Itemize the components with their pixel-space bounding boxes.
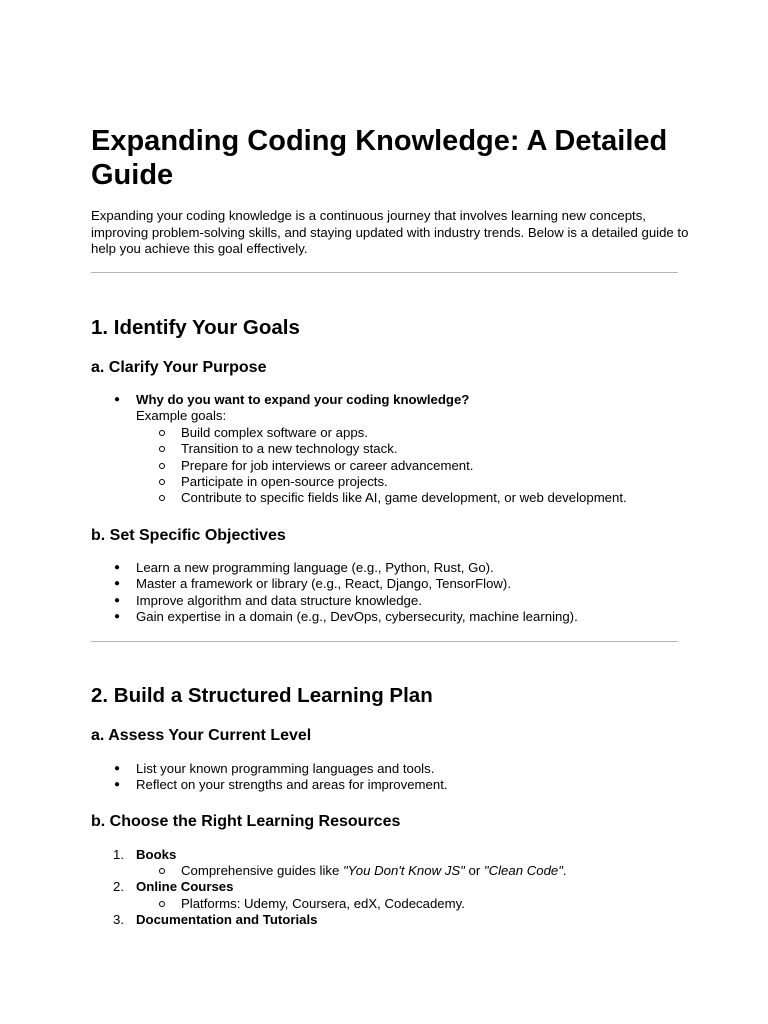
bullet-icon: ● bbox=[114, 394, 121, 405]
section-2b-heading: b. Choose the Right Learning Resources bbox=[91, 813, 401, 830]
list-item: Participate in open-source projects. bbox=[181, 474, 388, 489]
circle-bullet-icon bbox=[159, 868, 165, 874]
list-item: Platforms: Udemy, Coursera, edX, Codecademy. bbox=[181, 896, 465, 911]
bullet-icon: ● bbox=[114, 595, 121, 606]
list-number: 2. bbox=[113, 879, 124, 894]
list-item-label: Online Courses bbox=[136, 879, 234, 894]
bullet-icon: ● bbox=[114, 763, 121, 774]
circle-bullet-icon bbox=[159, 479, 165, 485]
list-item: Gain expertise in a domain (e.g., DevOps, cybersecurity, machine learning). bbox=[136, 609, 578, 624]
list-item: Reflect on your strengths and areas for improvement. bbox=[136, 777, 448, 792]
circle-bullet-icon bbox=[159, 463, 165, 469]
list-item-label: Books bbox=[136, 847, 177, 862]
section-2a-heading: a. Assess Your Current Level bbox=[91, 727, 312, 744]
circle-bullet-icon bbox=[159, 495, 165, 501]
divider bbox=[91, 641, 678, 642]
list-item: Transition to a new technology stack. bbox=[181, 441, 398, 456]
list-item: List your known programming languages and tools. bbox=[136, 761, 435, 776]
divider bbox=[91, 272, 678, 273]
list-item: Build complex software or apps. bbox=[181, 425, 368, 440]
bullet-icon: ● bbox=[114, 562, 121, 573]
list-number: 3. bbox=[113, 912, 124, 927]
list-number: 1. bbox=[113, 847, 124, 862]
circle-bullet-icon bbox=[159, 901, 165, 907]
section-1-heading: 1. Identify Your Goals bbox=[91, 316, 300, 339]
list-item: Learn a new programming language (e.g., Python, Rust, Go). bbox=[136, 560, 494, 575]
section-1a-heading: a. Clarify Your Purpose bbox=[91, 359, 267, 376]
list-item: Prepare for job interviews or career advancement. bbox=[181, 458, 474, 473]
intro-paragraph: Expanding your coding knowledge is a continuous journey that involves learning new concepts, improving problem-solving skills, and staying updated with industry trends. Below is a detailed guide to help you achieve this goal effectively. bbox=[91, 208, 689, 256]
examples-label: Example goals: bbox=[136, 408, 227, 423]
list-item-label: Documentation and Tutorials bbox=[136, 912, 318, 927]
list-item-question: Why do you want to expand your coding knowledge? bbox=[136, 392, 470, 407]
section-1b-heading: b. Set Specific Objectives bbox=[91, 527, 286, 544]
section-2-heading: 2. Build a Structured Learning Plan bbox=[91, 684, 433, 707]
bullet-icon: ● bbox=[114, 611, 121, 622]
page-title: Expanding Coding Knowledge: A Detailed Guide bbox=[91, 125, 668, 191]
circle-bullet-icon bbox=[159, 446, 165, 452]
list-item: Comprehensive guides like "You Don't Know JS" or "Clean Code". bbox=[181, 863, 567, 878]
list-item: Contribute to specific fields like AI, game development, or web development. bbox=[181, 490, 627, 505]
bullet-icon: ● bbox=[114, 578, 121, 589]
bullet-icon: ● bbox=[114, 779, 121, 790]
circle-bullet-icon bbox=[159, 430, 165, 436]
list-item: Improve algorithm and data structure knowledge. bbox=[136, 593, 422, 608]
list-item: Master a framework or library (e.g., React, Django, TensorFlow). bbox=[136, 576, 511, 591]
